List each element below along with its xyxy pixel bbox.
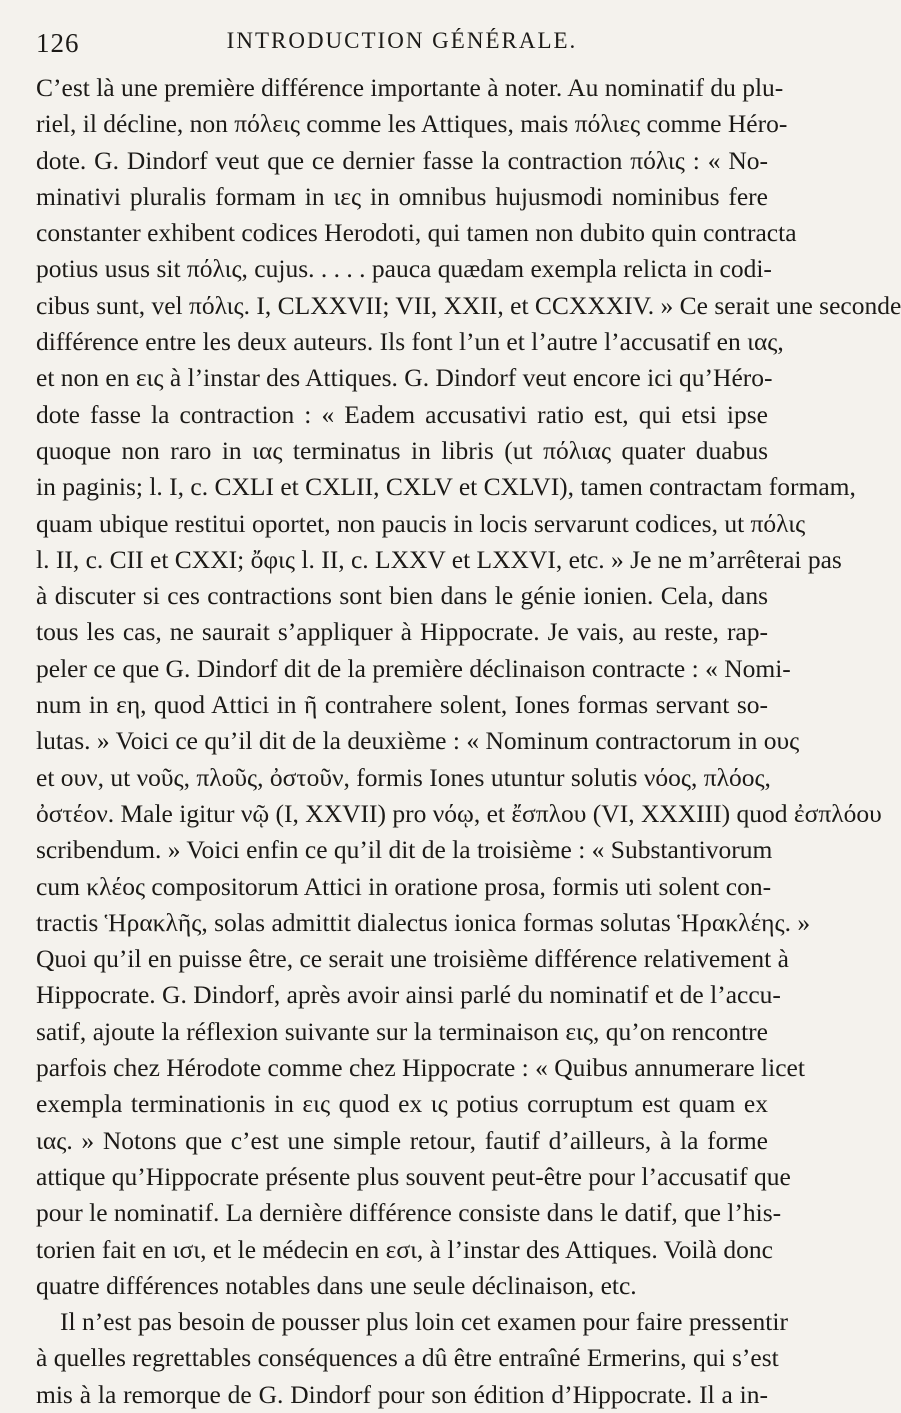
text-line: peler ce que G. Dindorf dit de la première déclinaison contracte : « Nomi- — [36, 653, 791, 683]
text-line: mis à la remorque de G. Dindorf pour son édition d’Hippocrate. Il a in- — [36, 1379, 768, 1409]
text-body — [36, 70, 901, 1413]
text-line: dote. G. Dindorf veut que ce dernier fasse la contraction πόλις : « No- — [36, 145, 768, 175]
text-line: Hippocrate. G. Dindorf, après avoir ainsi parlé du nominatif et de l’accu- — [36, 980, 781, 1010]
text-line: exempla terminationis in εις quod ex ις potius corruptum est quam ex — [36, 1089, 768, 1119]
text-line: à discuter si ces contractions sont bien dans le génie ionien. Cela, dans — [36, 581, 768, 611]
text-line: torien fait en ισι, et le médecin en εσι, à l’instar des Attiques. Voilà donc — [36, 1234, 773, 1264]
page-number: 126 — [36, 28, 80, 58]
text-line: cum κλέος compositorum Attici in oratione prosa, formis uti solent con- — [36, 871, 772, 901]
text-line: quoque non raro in ιας terminatus in libris (ut πόλιας quater duabus — [36, 435, 768, 465]
text-line: in paginis; l. I, c. CXLI et CXLII, CXLV et CXLVI), tamen contractam formam, — [36, 472, 856, 502]
text-line: quam ubique restitui oportet, non paucis in locis servarunt codices, ut πόλις — [36, 508, 806, 538]
page-header — [36, 28, 768, 64]
text-line: dote fasse la contraction : « Eadem accusativi ratio est, qui etsi ipse — [36, 399, 768, 429]
text-line: scribendum. » Voici enfin ce qu’il dit de la troisième : « Substantivorum — [36, 835, 773, 865]
text-line: parfois chez Hérodote comme chez Hippocrate : « Quibus annumerare licet — [36, 1053, 805, 1083]
text-line: à quelles regrettables conséquences a dû être entraîné Ermerins, qui s’est — [36, 1343, 779, 1373]
text-line: Il n’est pas besoin de pousser plus loin cet examen pour faire pressentir — [60, 1307, 788, 1337]
text-line: différence entre les deux auteurs. Ils font l’un et l’autre l’accusatif en ιας, — [36, 327, 784, 357]
text-line: ιας. » Notons que c’est une simple retour, fautif d’ailleurs, à la forme — [36, 1125, 768, 1155]
text-line: constanter exhibent codices Herodoti, qui tamen non dubito quin contracta — [36, 218, 797, 248]
running-title: INTRODUCTION GÉNÉRALE. — [226, 28, 578, 53]
text-line: tous les cas, ne saurait s’appliquer à Hippocrate. Je vais, au reste, rap- — [36, 617, 768, 647]
text-line: Quoi qu’il en puisse être, ce serait une troisième différence relativement à — [36, 944, 789, 974]
text-line: potius usus sit πόλις, cujus. . . . . pauca quædam exempla relicta in codi- — [36, 254, 772, 284]
text-line: ὀστέον. Male igitur νῷ (I, XXVII) pro νόῳ, et ἔσπλου (VI, XXXIII) quod ἐσπλόου — [36, 798, 882, 828]
text-line: minativi pluralis formam in ιες in omnibus hujusmodi nominibus fere — [36, 181, 768, 211]
text-line: cibus sunt, vel πόλις. I, CLXXVII; VII, XXII, et CCXXXIV. » Ce serait une seconde — [36, 290, 901, 320]
text-line: tractis Ἡρακλῆς, solas admittit dialectus ionica formas solutas Ἡρακλέης. » — [36, 907, 811, 937]
text-line: pour le nominatif. La dernière différence consiste dans le datif, que l’his- — [36, 1198, 782, 1228]
text-line: attique qu’Hippocrate présente plus souvent peut-être pour l’accusatif que — [36, 1161, 791, 1191]
text-line: C’est là une première différence importante à noter. Au nominatif du plu- — [36, 73, 784, 102]
text-line: lutas. » Voici ce qu’il dit de la deuxième : « Nominum contractorum in ους — [36, 726, 800, 756]
text-line: l. II, c. CII et CXXI; ὄφις l. II, c. LXXV et LXXVI, etc. » Je ne m’arrêterai pas — [36, 544, 842, 574]
text-line: riel, il décline, non πόλεις comme les Attiques, mais πόλιες comme Héro- — [36, 109, 788, 139]
text-line: et ουν, ut νοῦς, πλοῦς, ὀστοῦν, formis Iones utuntur solutis νόος, πλόος, — [36, 762, 771, 792]
text-line: quatre différences notables dans une seule déclinaison, etc. — [36, 1270, 637, 1300]
text-line: num in εη, quod Attici in ῆ contrahere solent, Iones formas servant so- — [36, 690, 768, 720]
text-line: et non en εις à l’instar des Attiques. G. Dindorf veut encore ici qu’Héro- — [36, 363, 773, 393]
text-line: satif, ajoute la réflexion suivante sur la terminaison εις, qu’on rencontre — [36, 1016, 768, 1046]
